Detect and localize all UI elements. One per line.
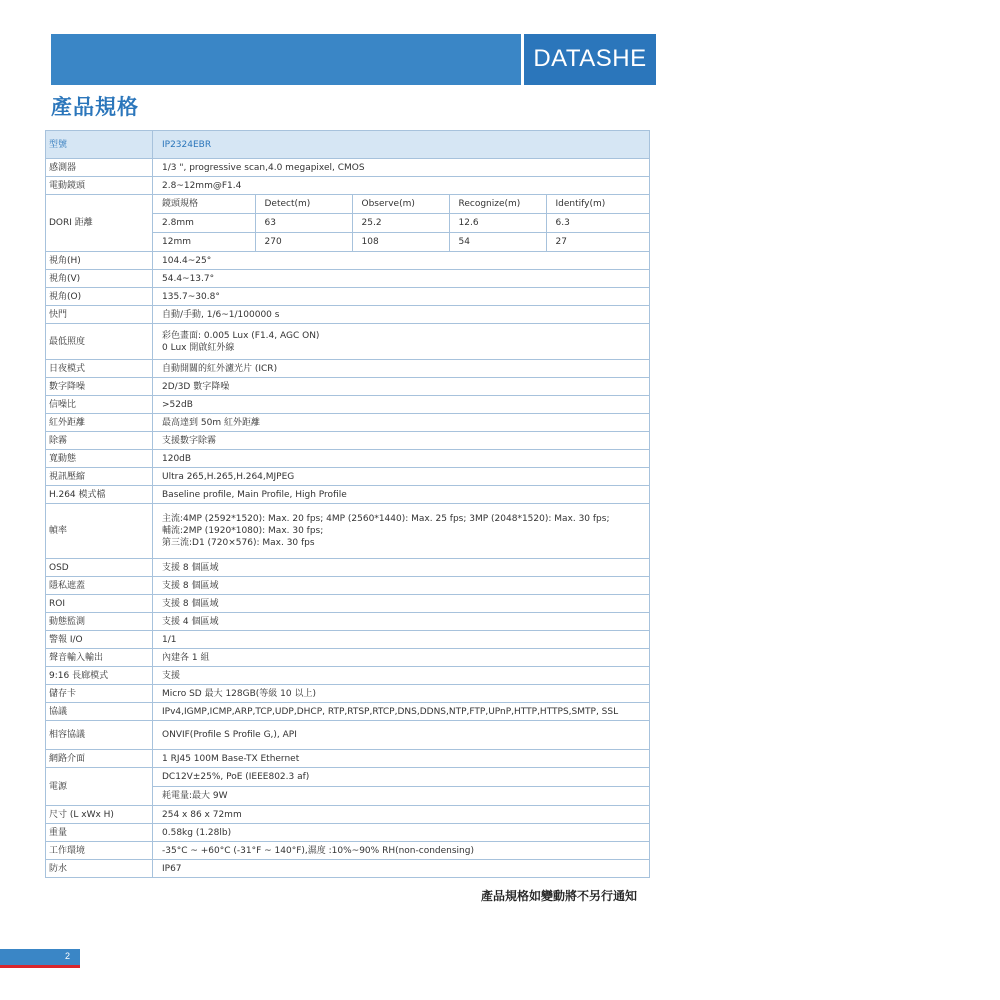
spec-label: 信噪比 [46, 396, 153, 414]
table-row [46, 432, 650, 450]
spec-value: 最高達到 50m 紅外距離 [153, 414, 650, 432]
spec-value-line: 輔流:2MP (1920*1080): Max. 30 fps; [162, 526, 324, 536]
spec-value [153, 768, 650, 806]
spec-value: 135.7~30.8° [153, 288, 650, 306]
spec-value-line: 耗電量:最大 9W [162, 791, 228, 801]
spec-label: 日夜模式 [46, 360, 153, 378]
dori-cell: 108 [352, 233, 449, 252]
spec-label: H.264 模式檔 [46, 486, 153, 504]
spec-value: 支援 8 個區域 [153, 559, 650, 577]
dori-header-row [153, 195, 649, 214]
spec-value-line: 主流:4MP (2592*1520): Max. 20 fps; 4MP (2560*1440): Max. 25 fps; 3MP (2048*1520): Max. 30 fps; [162, 514, 610, 524]
table-row [46, 396, 650, 414]
spec-label: 視角(V) [46, 270, 153, 288]
table-row [46, 306, 650, 324]
spec-label: 9:16 長廊模式 [46, 667, 153, 685]
spec-value: 54.4~13.7° [153, 270, 650, 288]
spec-value: 支援 [153, 667, 650, 685]
spec-value: Baseline profile, Main Profile, High Profile [153, 486, 650, 504]
table-row [46, 860, 650, 878]
dori-cell: 12.6 [449, 214, 546, 233]
spec-label: 紅外距離 [46, 414, 153, 432]
dori-row [46, 195, 650, 252]
table-row [46, 577, 650, 595]
spec-label: 工作環境 [46, 842, 153, 860]
table-row [46, 288, 650, 306]
spec-label: 寬動態 [46, 450, 153, 468]
table-row [46, 721, 650, 750]
table-row [46, 750, 650, 768]
spec-value [153, 504, 650, 559]
table-row [46, 631, 650, 649]
spec-label: 視角(H) [46, 252, 153, 270]
spec-label: 防水 [46, 860, 153, 878]
spec-value: 1/3 ", progressive scan,4.0 megapixel, CMOS [153, 159, 650, 177]
page-number-bar [0, 949, 80, 965]
dori-subtable [153, 195, 649, 251]
table-row [46, 504, 650, 559]
spec-value: -35°C ~ +60°C (-31°F ~ 140°F),濕度 :10%~90% RH(non-condensing) [153, 842, 650, 860]
spec-value: 支援 8 個區域 [153, 577, 650, 595]
header-banner [51, 34, 656, 85]
spec-label: 數字降噪 [46, 378, 153, 396]
table-row [46, 806, 650, 824]
spec-label: OSD [46, 559, 153, 577]
spec-value: 120dB [153, 450, 650, 468]
table-row [46, 324, 650, 360]
table-row [46, 595, 650, 613]
table-row [46, 667, 650, 685]
table-row [46, 270, 650, 288]
dori-data-row [153, 214, 649, 233]
table-row [46, 159, 650, 177]
spec-label: 網路介面 [46, 750, 153, 768]
spec-value: IP67 [153, 860, 650, 878]
spec-value: 1 RJ45 100M Base-TX Ethernet [153, 750, 650, 768]
power-subtable [153, 768, 649, 805]
spec-label: 警報 I/O [46, 631, 153, 649]
dori-header-cell: Detect(m) [255, 195, 352, 214]
spec-value: IP2324EBR [153, 131, 650, 159]
spec-value: 自動開關的紅外濾光片 (ICR) [153, 360, 650, 378]
spec-label: 隱私遮蓋 [46, 577, 153, 595]
spec-label: 快門 [46, 306, 153, 324]
spec-label: 動態監測 [46, 613, 153, 631]
spec-value: 內建各 1 組 [153, 649, 650, 667]
table-row [46, 685, 650, 703]
dori-cell: 54 [449, 233, 546, 252]
table-row [46, 378, 650, 396]
spec-value: Micro SD 最大 128GB(等級 10 以上) [153, 685, 650, 703]
dori-cell: 25.2 [352, 214, 449, 233]
table-row [46, 468, 650, 486]
spec-label: 儲存卡 [46, 685, 153, 703]
datasheet-tab-label: DATASHE [521, 34, 656, 85]
spec-value: 支援數字除霧 [153, 432, 650, 450]
table-row [46, 252, 650, 270]
spec-value: >52dB [153, 396, 650, 414]
spec-label: 相容協議 [46, 721, 153, 750]
dori-cell: 6.3 [546, 214, 649, 233]
spec-value-line: 第三流:D1 (720×576): Max. 30 fps [162, 538, 315, 548]
spec-label: 幀率 [46, 504, 153, 559]
spec-label: DORI 距離 [46, 195, 153, 252]
table-row [46, 559, 650, 577]
table-row [46, 414, 650, 432]
spec-value: 254 x 86 x 72mm [153, 806, 650, 824]
spec-table [45, 130, 650, 878]
table-row [46, 649, 650, 667]
spec-label: 尺寸 (L xWx H) [46, 806, 153, 824]
page-number: 2 [64, 951, 70, 961]
spec-label: 視角(O) [46, 288, 153, 306]
spec-value-line: 彩色畫面: 0.005 Lux (F1.4, AGC ON) [162, 330, 320, 341]
spec-value: IPv4,IGMP,ICMP,ARP,TCP,UDP,DHCP, RTP,RTSP,RTCP,DNS,DDNS,NTP,FTP,UPnP,HTTP,HTTPS,SMTP, SSL [153, 703, 650, 721]
dori-header-cell: Identify(m) [546, 195, 649, 214]
table-row [46, 486, 650, 504]
spec-value: Ultra 265,H.265,H.264,MJPEG [153, 468, 650, 486]
table-row [46, 842, 650, 860]
spec-value: 2D/3D 數字降噪 [153, 378, 650, 396]
table-row [46, 450, 650, 468]
table-row [46, 703, 650, 721]
spec-label: 型號 [46, 131, 153, 159]
spec-value: ONVIF(Profile S Profile G,), API [153, 721, 650, 750]
dori-cell: 270 [255, 233, 352, 252]
spec-value: 2.8~12mm@F1.4 [153, 177, 650, 195]
spec-label: 電動鏡頭 [46, 177, 153, 195]
spec-value: 支援 8 個區域 [153, 595, 650, 613]
dori-cell: 12mm [153, 233, 255, 252]
spec-label: 電源 [46, 768, 153, 806]
dori-data-row [153, 233, 649, 252]
dori-subtable-cell [153, 195, 650, 252]
dori-header-cell: Observe(m) [352, 195, 449, 214]
spec-value: 1/1 [153, 631, 650, 649]
spec-label: 最低照度 [46, 324, 153, 360]
dori-cell: 27 [555, 237, 567, 247]
disclaimer-note: 產品規格如變動將不另行通知 [481, 889, 638, 903]
dori-header-cell: Recognize(m) [449, 195, 546, 214]
spec-value-line: 0 Lux 開啟紅外線 [162, 342, 235, 353]
spec-value [153, 324, 650, 360]
spec-value: 104.4~25° [153, 252, 650, 270]
page-bar-accent [0, 965, 80, 968]
spec-value-line: DC12V±25%, PoE (IEEE802.3 af) [153, 768, 649, 787]
spec-value: 0.58kg (1.28lb) [153, 824, 650, 842]
spec-label: 視訊壓縮 [46, 468, 153, 486]
spec-label: 感測器 [46, 159, 153, 177]
spec-label: 協議 [46, 703, 153, 721]
table-row [46, 360, 650, 378]
dori-header-cell: 鏡頭規格 [153, 195, 255, 214]
dori-cell: 2.8mm [153, 214, 255, 233]
spec-header-row [46, 131, 650, 159]
spec-value: 支援 4 個區域 [153, 613, 650, 631]
spec-value: 自動/手動, 1/6~1/100000 s [153, 306, 650, 324]
page-title: 產品規格 [51, 95, 139, 119]
spec-label: 重量 [46, 824, 153, 842]
dori-cell: 63 [255, 214, 352, 233]
spec-label: 除霧 [46, 432, 153, 450]
table-row [46, 613, 650, 631]
table-row [46, 768, 650, 806]
table-row [46, 177, 650, 195]
spec-label: 聲音輸入輸出 [46, 649, 153, 667]
table-row [46, 824, 650, 842]
spec-label: ROI [46, 595, 153, 613]
